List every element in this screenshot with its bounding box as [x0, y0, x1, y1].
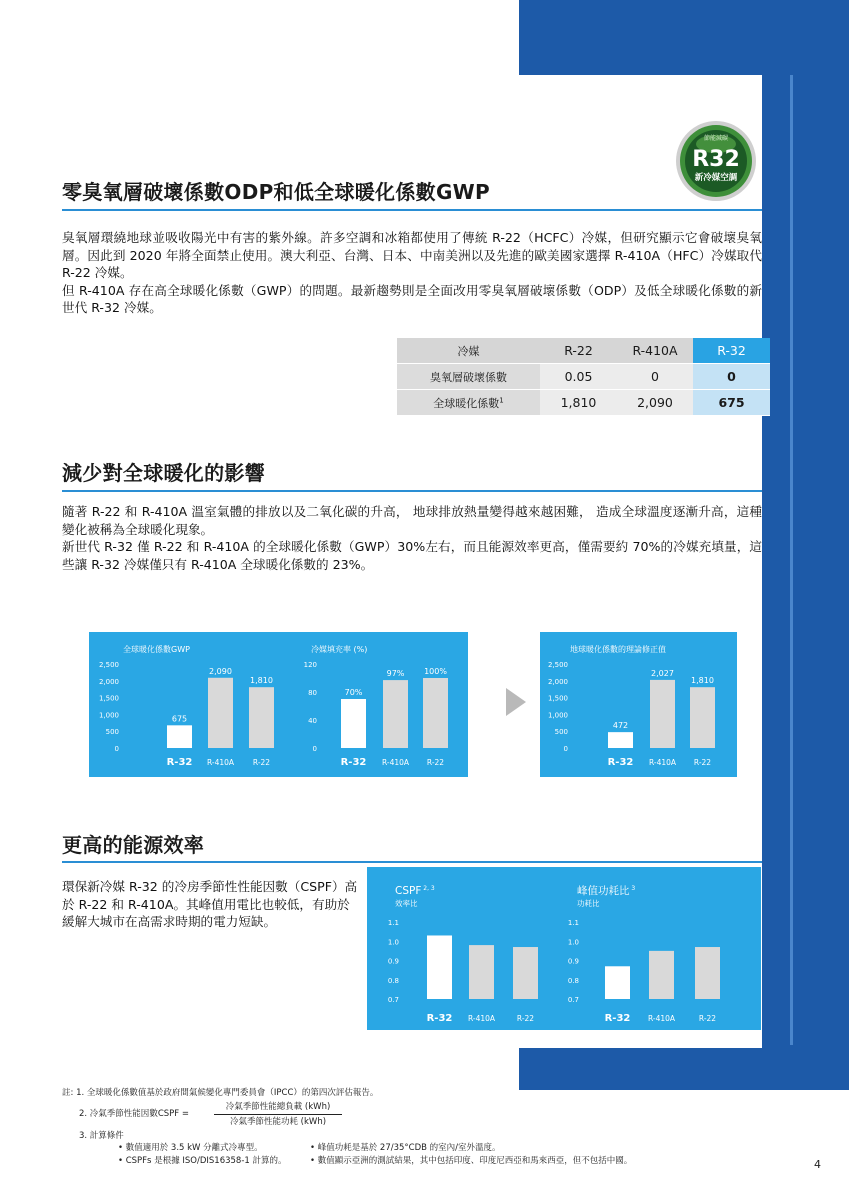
bar-r-22 — [695, 947, 720, 999]
bar-r-22 — [690, 687, 715, 748]
bar-value-label: 2,090 — [209, 666, 232, 676]
gwp-bar-chart — [89, 632, 279, 777]
bar-value-label: 1,810 — [250, 676, 273, 686]
y-tick-label: 1,000 — [98, 711, 119, 720]
y-tick-label: 0.8 — [567, 976, 579, 985]
x-category-label: R-32 — [426, 1013, 453, 1024]
bar-r-22 — [423, 678, 448, 748]
badge-big-text: R32 — [692, 147, 740, 172]
decorative-top-band — [519, 0, 849, 75]
bar-value-label: 100% — [424, 667, 447, 676]
x-category-label: R-410A — [647, 1014, 676, 1023]
y-tick-label: 0 — [114, 745, 119, 753]
section1-title: 零臭氧層破壞係數ODP和低全球暖化係數GWP — [62, 180, 490, 204]
bar-value-label: 675 — [171, 714, 188, 724]
decorative-side-stripe — [790, 75, 793, 1045]
gwp-charts-panel — [89, 632, 468, 777]
x-category-label: R-32 — [604, 1013, 631, 1024]
x-category-label: R-32 — [340, 757, 367, 768]
x-category-label: R-22 — [693, 758, 712, 767]
x-category-label: R-22 — [698, 1014, 717, 1023]
bar-value-label: 97% — [386, 669, 405, 679]
bar-r-32 — [608, 732, 633, 748]
y-tick-label: 0.9 — [567, 957, 579, 966]
bar-r-32 — [427, 935, 452, 999]
badge-bottom-text: 新冷媒空調 — [694, 173, 738, 183]
bar-value-label: 70% — [344, 688, 363, 697]
section2-paragraph-1: 隨著 R-22 和 R-410A 溫室氣體的排放以及二氧化碳的升高， 地球排放熱量變得越來越困難， 造成全球溫度逐漸升高，這種變化被稱為全球暖化現象。 — [62, 504, 762, 537]
y-tick-label: 120 — [303, 661, 317, 669]
table-cell — [397, 390, 540, 416]
section3-divider — [62, 861, 762, 863]
table-cell: 1,810 — [540, 390, 617, 416]
table-row — [397, 364, 770, 390]
y-tick-label: 0.9 — [387, 957, 399, 966]
bar-r-410a — [650, 680, 675, 748]
y-tick-label: 0.8 — [387, 976, 399, 985]
x-category-label: R-32 — [607, 757, 634, 768]
y-tick-label: 1.0 — [567, 938, 579, 947]
bar-r-32 — [605, 966, 630, 999]
y-tick-label: 0.7 — [567, 996, 579, 1004]
y-tick-label: 1.1 — [567, 919, 579, 927]
table-cell-highlight: 0 — [693, 364, 770, 390]
table-header-row — [397, 338, 770, 364]
y-tick-label: 1.1 — [387, 919, 399, 927]
y-tick-label: 0 — [563, 745, 568, 753]
chart-title: 峰值功耗比 $^3$ — [577, 885, 636, 897]
x-category-label: R-410A — [381, 758, 410, 767]
bar-value-label: 1,810 — [691, 676, 714, 686]
footnote-2-label: 2. 冷氣季節性能因數CSPF = — [79, 1109, 189, 1119]
chart-title: 冷媒填充率 (%) — [311, 645, 368, 654]
fill-rate-bar-chart — [289, 632, 468, 777]
bar-r-410a — [383, 680, 408, 748]
y-tick-label: 80 — [308, 689, 317, 697]
y-tick-label: 2,000 — [98, 677, 119, 686]
section1-body — [62, 229, 762, 317]
table-row — [397, 390, 770, 416]
y-tick-label: 1,000 — [547, 711, 568, 720]
section2-divider — [62, 490, 762, 492]
y-tick-label: 1,500 — [98, 694, 119, 703]
formula-denominator: 冷氣季節性能功耗 (kWh) — [229, 1117, 327, 1127]
chart-title-superscript: 2, 3 — [421, 885, 435, 892]
y-tick-label: 2,000 — [547, 677, 568, 686]
r32-badge-logo — [675, 120, 757, 202]
bar-r-22 — [249, 687, 274, 748]
y-tick-label: 2,500 — [98, 661, 119, 669]
x-category-label: R-410A — [467, 1014, 496, 1023]
condition-item: • 峰值功耗是基於 27/35°CDB 的室內/室外溫度。 — [310, 1143, 501, 1153]
table-header-cell: R-410A — [617, 338, 693, 364]
section1-paragraph-2: 但 R-410A 存在高全球暖化係數（GWP）的問題。最新趨勢則是全面改用零臭氧層破壞係數（ODP）及低全球暖化係數的新世代 R-32 冷媒。 — [62, 282, 762, 315]
x-category-label: R-410A — [206, 758, 235, 767]
y-tick-label: 0.7 — [387, 996, 399, 1004]
x-category-label: R-22 — [426, 758, 445, 767]
decorative-bottom-band — [519, 1048, 849, 1090]
chart-title: CSPF $^{2, 3}$ — [395, 885, 435, 897]
y-tick-label: 500 — [105, 728, 119, 737]
footnote-marker: 1 — [499, 395, 504, 404]
table-header-cell: 冷媒 — [397, 338, 540, 364]
condition-item: • 數值顯示亞洲的測試結果，其中包括印度、印度尼西亞和馬來西亞，但不包括中國。 — [310, 1156, 633, 1166]
chart-title: 全球暖化係數GWP — [123, 645, 190, 654]
refrigerant-comparison-table — [397, 338, 770, 416]
peak-power-bar-chart — [567, 867, 757, 1030]
arrow-right-icon — [506, 688, 526, 716]
bar-value-label: 2,027 — [651, 668, 674, 678]
table-cell: 0 — [617, 364, 693, 390]
chart-title: 地球暖化係數的理論修正值 — [570, 645, 666, 654]
bar-r-410a — [469, 945, 494, 999]
chart-subtitle: 功耗比 — [577, 899, 600, 908]
y-tick-label: 500 — [554, 728, 568, 737]
formula-numerator: 冷氣季節性能總負載 (kWh) — [225, 1102, 331, 1112]
y-tick-label: 1.0 — [387, 938, 399, 947]
condition-item: • 數值適用於 3.5 kW 分離式冷專型。 — [118, 1143, 263, 1153]
section3-paragraph-1: 環保新冷媒 R-32 的冷房季節性性能因數（CSPF）高於 R-22 和 R-410A。其峰值用電比也較低，有助於緩解大城市在高需求時期的電力短缺。 — [62, 879, 358, 929]
bar-r-32 — [167, 725, 192, 748]
section2-body — [62, 503, 762, 573]
cspf-formula — [214, 1101, 342, 1129]
bar-r-22 — [513, 947, 538, 999]
table-cell-highlight: 675 — [693, 390, 770, 416]
bar-r-410a — [208, 678, 233, 748]
section3-body — [62, 878, 362, 931]
section2-title: 減少對全球暖化的影響 — [62, 461, 265, 485]
x-category-label: R-32 — [166, 757, 193, 768]
table-cell: 臭氧層破壞係數 — [397, 364, 540, 390]
section1-divider — [62, 209, 762, 211]
corrected-gwp-panel — [540, 632, 737, 777]
footnote-3-title: 3. 計算條件 — [79, 1131, 124, 1141]
bar-r-32 — [341, 699, 366, 748]
section3-title: 更高的能源效率 — [62, 833, 205, 857]
badge-top-text: 節能減碳 — [703, 135, 729, 142]
table-cell: 0.05 — [540, 364, 617, 390]
x-category-label: R-22 — [516, 1014, 535, 1023]
corrected-gwp-bar-chart — [540, 632, 737, 777]
formula-fraction-line — [214, 1114, 342, 1115]
cspf-bar-chart — [367, 867, 557, 1030]
y-tick-label: 2,500 — [547, 661, 568, 669]
table-header-cell: R-22 — [540, 338, 617, 364]
y-tick-label: 1,500 — [547, 694, 568, 703]
y-tick-label: 40 — [308, 717, 317, 725]
decorative-right-band — [762, 75, 849, 1090]
table-cell: 2,090 — [617, 390, 693, 416]
section2-paragraph-2: 新世代 R-32 僅 R-22 和 R-410A 的全球暖化係數（GWP）30%左右，而且能源效率更高，僅需要約 70%的冷媒充填量，這些讓 R-32 冷媒僅只有 R-410A 全球暖化係數的 23%。 — [62, 539, 762, 572]
footnote-1: 註: 1. 全球暖化係數值基於政府間氣候變化專門委員會（IPCC）的第四次評估報告。 — [62, 1088, 379, 1098]
chart-subtitle: 效率比 — [395, 899, 418, 908]
bar-value-label: 472 — [612, 721, 629, 731]
x-category-label: R-22 — [252, 758, 271, 767]
condition-item: • CSPFs 是根據 ISO/DIS16358-1 計算的。 — [118, 1156, 287, 1166]
chart-title-superscript: 3 — [629, 885, 636, 892]
table-header-cell-highlight: R-32 — [693, 338, 770, 364]
section1-paragraph-1: 臭氧層環繞地球並吸收陽光中有害的紫外線。許多空調和冰箱都使用了傳統 R-22（HCFC）冷媒，但研究顯示它會破壞臭氧層。因此到 2020 年將全面禁止使用。澳大利亞、台灣、日本、中南美洲以及先進的歐美國家選擇 R-410A（HFC）冷媒取代 R-22 冷媒。 — [62, 230, 762, 280]
bar-r-410a — [649, 951, 674, 999]
efficiency-charts-panel — [367, 867, 761, 1030]
x-category-label: R-410A — [648, 758, 677, 767]
page-number: 4 — [814, 1158, 821, 1171]
y-tick-label: 0 — [312, 745, 317, 753]
table-cell-text: 全球暖化係數 — [433, 396, 500, 410]
